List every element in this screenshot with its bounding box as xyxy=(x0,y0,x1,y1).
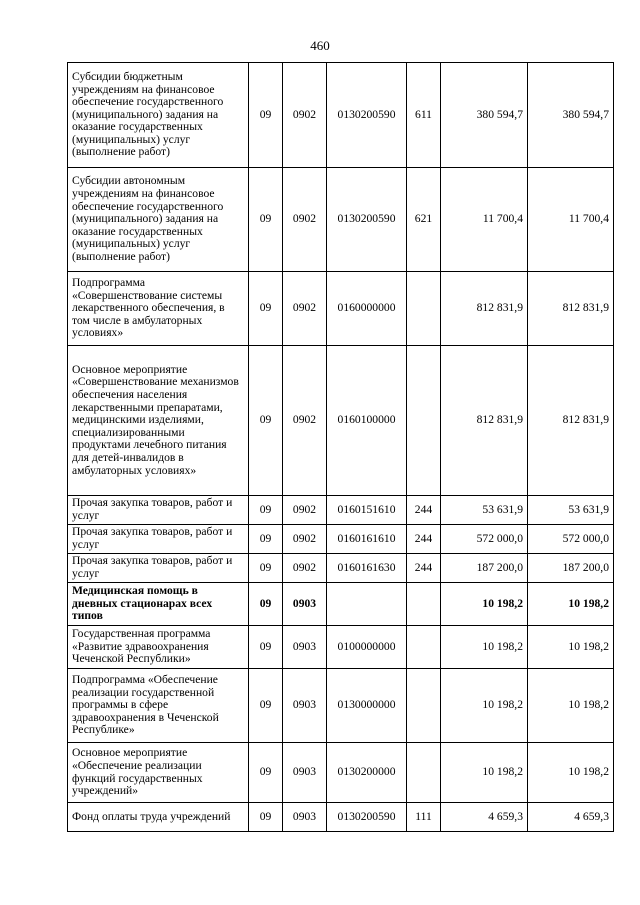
cell-expense-type: 244 xyxy=(407,496,441,525)
table-row xyxy=(68,743,614,803)
cell-name: Прочая закупка товаров, работ и услуг xyxy=(68,525,249,554)
cell-name: Прочая закупка товаров, работ и услуг xyxy=(68,554,249,583)
cell-target-article: 0130200590 xyxy=(327,803,407,832)
cell-subsection: 0902 xyxy=(283,272,327,346)
cell-subsection: 0903 xyxy=(283,583,327,626)
cell-section: 09 xyxy=(249,583,283,626)
cell-target-article: 0100000000 xyxy=(327,626,407,669)
cell-subsection: 0902 xyxy=(283,168,327,272)
cell-expense-type: 621 xyxy=(407,168,441,272)
cell-target-article: 0160161610 xyxy=(327,525,407,554)
cell-name: Государственная программа «Развитие здравоохранения Чеченской Республики» xyxy=(68,626,249,669)
cell-amount-1: 10 198,2 xyxy=(441,583,528,626)
cell-name: Подпрограмма «Обеспечение реализации государственной программы в сфере здравоохранения в Чеченской Республике» xyxy=(68,669,249,743)
table-row xyxy=(68,272,614,346)
cell-amount-2: 572 000,0 xyxy=(528,525,614,554)
cell-subsection: 0902 xyxy=(283,496,327,525)
table-row xyxy=(68,626,614,669)
cell-section: 09 xyxy=(249,626,283,669)
cell-amount-2: 10 198,2 xyxy=(528,669,614,743)
cell-expense-type: 244 xyxy=(407,525,441,554)
table-row xyxy=(68,525,614,554)
cell-target-article: 0130200590 xyxy=(327,168,407,272)
cell-section: 09 xyxy=(249,168,283,272)
table-row xyxy=(68,496,614,525)
cell-amount-2: 187 200,0 xyxy=(528,554,614,583)
cell-amount-1: 572 000,0 xyxy=(441,525,528,554)
cell-amount-2: 11 700,4 xyxy=(528,168,614,272)
cell-expense-type xyxy=(407,743,441,803)
cell-name: Субсидии бюджетным учреждениям на финансовое обеспечение государственного (муниципального) задания на оказание государственных (муниципальных) услуг (выполнение работ) xyxy=(68,63,249,168)
cell-section: 09 xyxy=(249,496,283,525)
cell-amount-1: 812 831,9 xyxy=(441,346,528,496)
cell-amount-1: 11 700,4 xyxy=(441,168,528,272)
cell-target-article: 0160151610 xyxy=(327,496,407,525)
cell-amount-2: 10 198,2 xyxy=(528,626,614,669)
table-row xyxy=(68,583,614,626)
cell-amount-2: 10 198,2 xyxy=(528,583,614,626)
cell-subsection: 0902 xyxy=(283,63,327,168)
table-row xyxy=(68,669,614,743)
cell-amount-1: 10 198,2 xyxy=(441,669,528,743)
cell-amount-1: 10 198,2 xyxy=(441,743,528,803)
cell-name: Фонд оплаты труда учреждений xyxy=(68,803,249,832)
cell-expense-type: 111 xyxy=(407,803,441,832)
cell-amount-1: 10 198,2 xyxy=(441,626,528,669)
cell-section: 09 xyxy=(249,63,283,168)
table-row xyxy=(68,63,614,168)
cell-expense-type xyxy=(407,626,441,669)
table-row xyxy=(68,803,614,832)
budget-table xyxy=(67,62,614,832)
cell-section: 09 xyxy=(249,525,283,554)
cell-section: 09 xyxy=(249,743,283,803)
cell-name: Основное мероприятие «Совершенствование механизмов обеспечения населения лекарственными препаратами, медицинскими изделиями, специализированными продуктами лечебного питания для детей-инвалидов в амбулаторных условиях» xyxy=(68,346,249,496)
table-row xyxy=(68,168,614,272)
cell-section: 09 xyxy=(249,272,283,346)
cell-section: 09 xyxy=(249,669,283,743)
cell-section: 09 xyxy=(249,803,283,832)
cell-section: 09 xyxy=(249,554,283,583)
cell-name: Субсидии автономным учреждениям на финансовое обеспечение государственного (муниципального) задания на оказание государственных (муниципальных) услуг (выполнение работ) xyxy=(68,168,249,272)
cell-amount-2: 812 831,9 xyxy=(528,272,614,346)
cell-amount-1: 187 200,0 xyxy=(441,554,528,583)
table-body xyxy=(68,63,614,832)
cell-amount-2: 10 198,2 xyxy=(528,743,614,803)
cell-name: Медицинская помощь в дневных стационарах всех типов xyxy=(68,583,249,626)
cell-amount-1: 812 831,9 xyxy=(441,272,528,346)
cell-expense-type: 611 xyxy=(407,63,441,168)
cell-amount-1: 380 594,7 xyxy=(441,63,528,168)
cell-subsection: 0902 xyxy=(283,554,327,583)
cell-target-article xyxy=(327,583,407,626)
cell-amount-1: 53 631,9 xyxy=(441,496,528,525)
cell-amount-2: 53 631,9 xyxy=(528,496,614,525)
cell-target-article: 0130000000 xyxy=(327,669,407,743)
cell-expense-type xyxy=(407,669,441,743)
page-number: 460 xyxy=(310,38,330,53)
table-row xyxy=(68,346,614,496)
cell-amount-2: 4 659,3 xyxy=(528,803,614,832)
cell-expense-type: 244 xyxy=(407,554,441,583)
cell-amount-1: 4 659,3 xyxy=(441,803,528,832)
cell-target-article: 0160100000 xyxy=(327,346,407,496)
cell-name: Прочая закупка товаров, работ и услуг xyxy=(68,496,249,525)
table-row xyxy=(68,554,614,583)
cell-expense-type xyxy=(407,583,441,626)
cell-subsection: 0902 xyxy=(283,525,327,554)
cell-expense-type xyxy=(407,272,441,346)
cell-target-article: 0160000000 xyxy=(327,272,407,346)
cell-name: Подпрограмма «Совершенствование системы лекарственного обеспечения, в том числе в амбулаторных условиях» xyxy=(68,272,249,346)
cell-subsection: 0903 xyxy=(283,743,327,803)
cell-subsection: 0903 xyxy=(283,669,327,743)
cell-name: Основное мероприятие «Обеспечение реализации функций государственных учреждений» xyxy=(68,743,249,803)
cell-section: 09 xyxy=(249,346,283,496)
cell-subsection: 0902 xyxy=(283,346,327,496)
cell-amount-2: 812 831,9 xyxy=(528,346,614,496)
cell-amount-2: 380 594,7 xyxy=(528,63,614,168)
cell-target-article: 0160161630 xyxy=(327,554,407,583)
cell-subsection: 0903 xyxy=(283,626,327,669)
cell-expense-type xyxy=(407,346,441,496)
cell-target-article: 0130200000 xyxy=(327,743,407,803)
cell-target-article: 0130200590 xyxy=(327,63,407,168)
cell-subsection: 0903 xyxy=(283,803,327,832)
